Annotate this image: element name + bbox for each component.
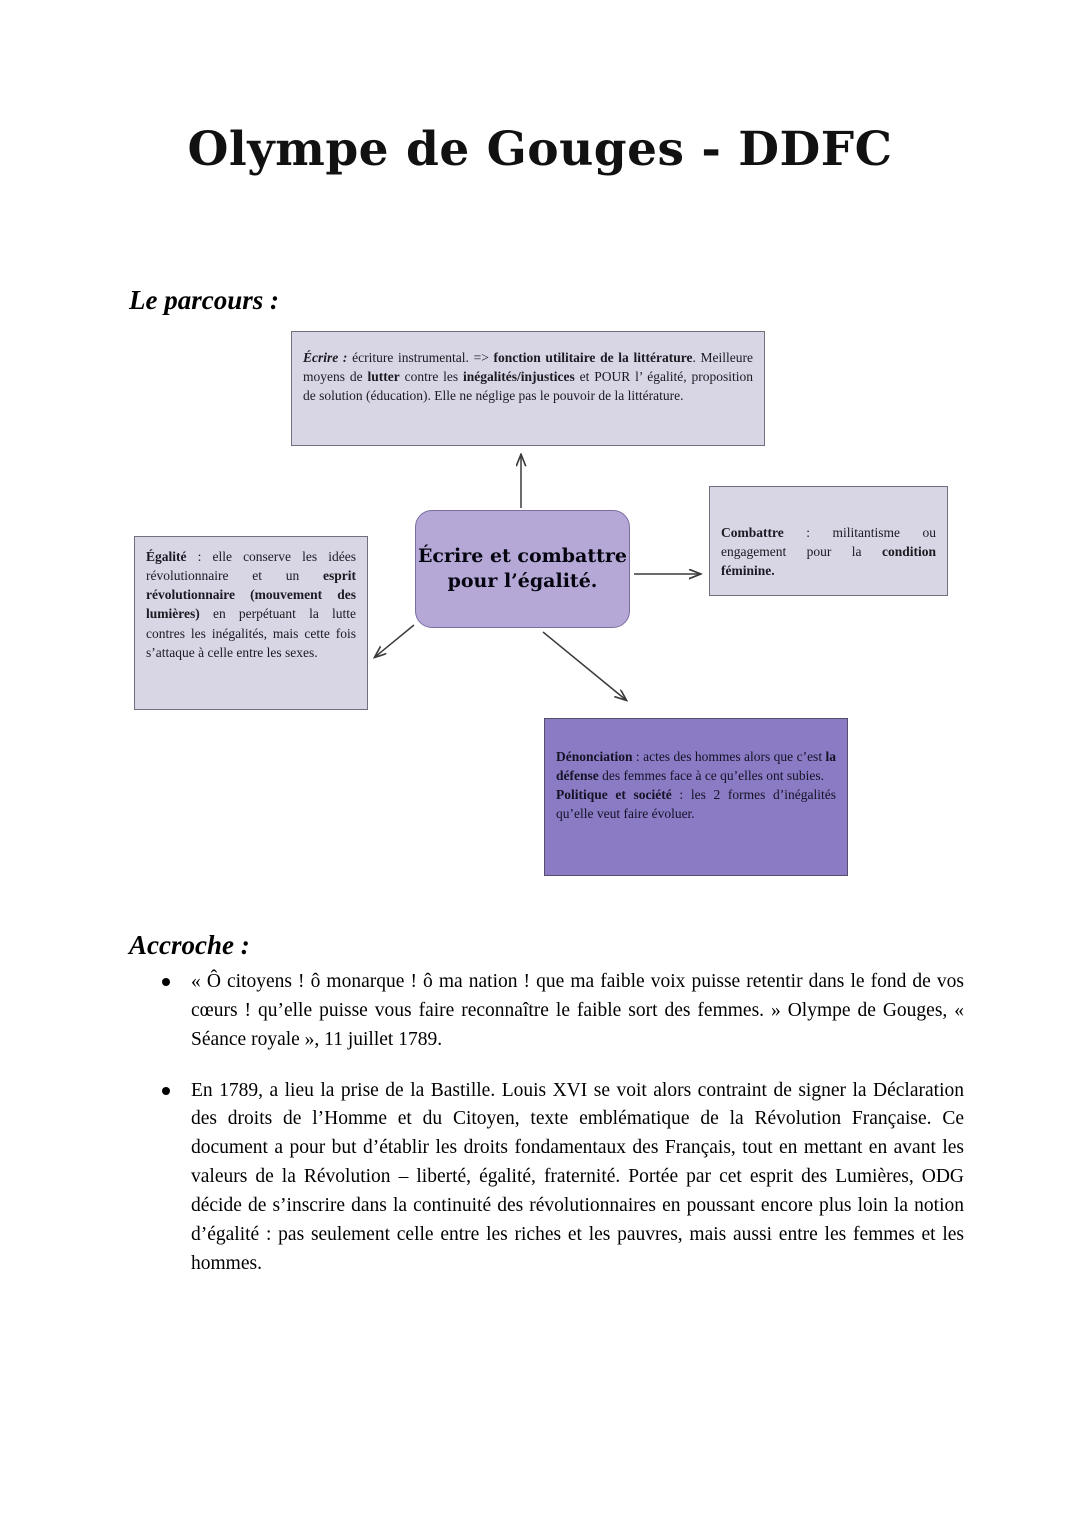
diagram-box-denonciation-text: Dénonciation : actes des hommes alors que c’est la défense des femmes face à ce qu’elles ont subies. Politique et société : les 2 formes d’inégalités qu’elle veut faire évoluer.: [556, 749, 837, 822]
section-heading-accroche: Accroche :: [129, 930, 250, 960]
diagram-box-denonciation: [544, 718, 848, 876]
diagram-center-node: [415, 510, 630, 628]
list-item: [129, 1077, 964, 1279]
list-item: [129, 968, 964, 1055]
diagram-center-line2: pour l’égalité.: [447, 570, 598, 592]
bullet-dot-icon: [162, 978, 170, 986]
section-heading-parcours: Le parcours :: [129, 285, 279, 315]
diagram-box-combattre: [709, 486, 948, 596]
diagram-center-line1: Écrire et combattre: [417, 545, 628, 568]
bullet-dot-icon: [162, 1087, 170, 1095]
accroche-bullet-list: [129, 968, 964, 1279]
page-title: Olympe de Gouges - DDFC: [187, 122, 893, 177]
diagram-box-combattre-text: Combattre : militantisme ou engagement pour la condition féminine.: [721, 525, 936, 579]
diagram-box-egalite-text: Égalité : elle conserve les idées révolutionnaire et un esprit révolutionnaire (mouvement des lumières) en perpétuant la lutte contres les inégalités, mais cette fois s’attaque à celle entre les sexes.: [146, 549, 356, 660]
arrow-center-to-denonciation: [543, 632, 626, 700]
arrow-center-to-egalite: [375, 625, 414, 657]
diagram-box-egalite: [134, 536, 368, 710]
diagram-box-ecrire: [291, 331, 765, 446]
list-item-text: « Ô citoyens ! ô monarque ! ô ma nation ! que ma faible voix puisse retentir dans le fond de vos cœurs ! qu’elle puisse vous faire reconnaître le faible sort des femmes. » Olympe de Gouges, « Séance royale », 11 juillet 1789.: [191, 971, 964, 1050]
list-item-text: En 1789, a lieu la prise de la Bastille. Louis XVI se voit alors contraint de signer la Déclaration des droits de l’Homme et du Citoyen, texte emblématique de la Révolution Française. Ce document a pour but d’établir les droits fondamentaux des Français, tout en mettant en avant les valeurs de la Révolution – liberté, égalité, fraternité. Portée par cet esprit des Lumières, ODG décide de s’inscrire dans la continuité des révolutionnaires en poussant encore plus loin la notion d’égalité : pas seulement celle entre les riches et les pauvres, mais aussi entre les femmes et les hommes.: [191, 1079, 964, 1274]
diagram-box-ecrire-text: Écrire : écriture instrumental. => fonction utilitaire de la littérature. Meilleure moyens de lutter contre les inégalités/injustices et POUR l’ égalité, proposition de solution (éducation). Elle ne néglige pas le pouvoir de la littérature.: [303, 350, 754, 404]
